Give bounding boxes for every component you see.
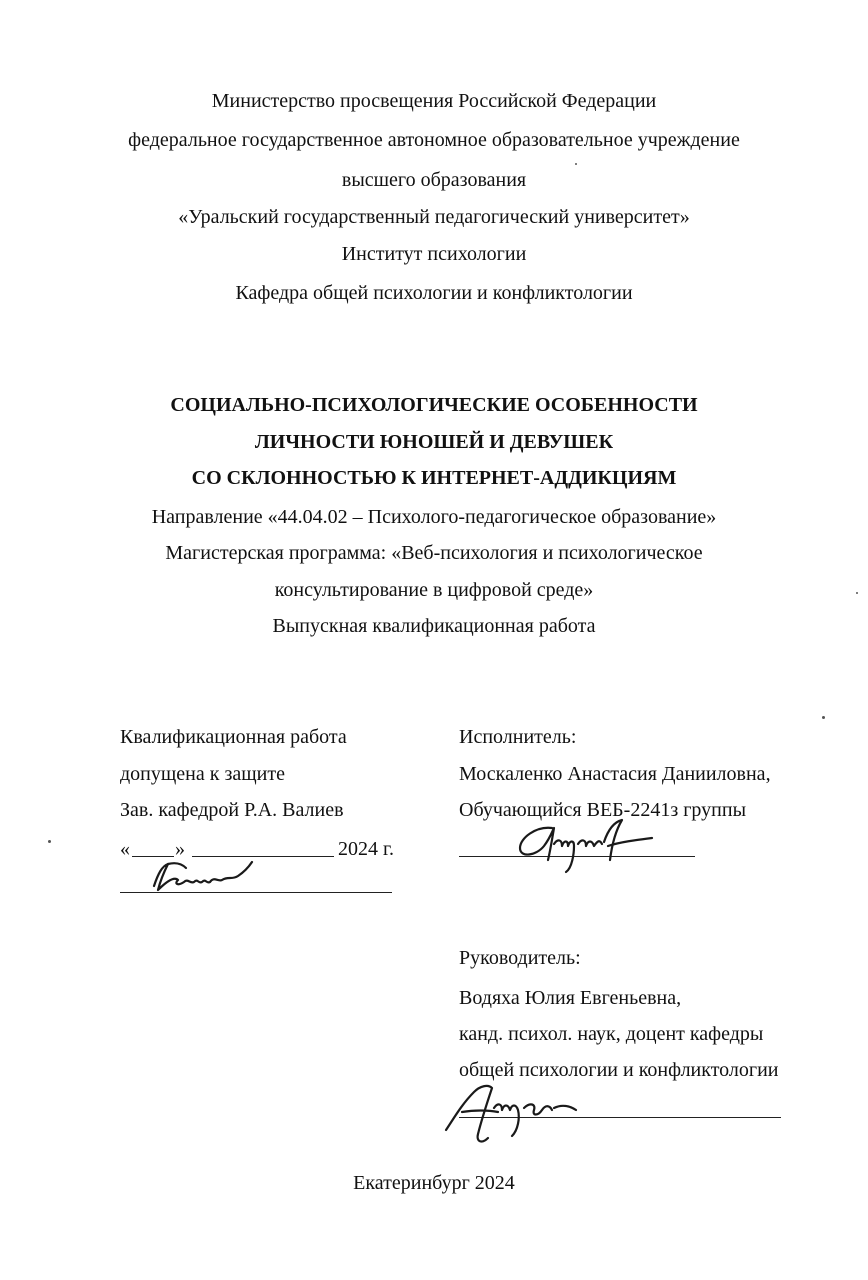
approval-line-1: Квалификационная работа bbox=[120, 726, 347, 748]
university-line: «Уральский государственный педагогический университет» bbox=[178, 206, 690, 228]
date-open-quote: « bbox=[120, 838, 130, 860]
thesis-title-line-2: ЛИЧНОСТИ ЮНОШЕЙ И ДЕВУШЕК bbox=[254, 431, 614, 453]
approval-line-3: Зав. кафедрой Р.А. Валиев bbox=[120, 799, 344, 821]
master-program-line-1: Магистерская программа: «Веб-психология и психологическое bbox=[165, 542, 703, 564]
scan-speck bbox=[822, 716, 825, 719]
date-close-quote: » bbox=[175, 838, 185, 860]
city-year-line: Екатеринбург 2024 bbox=[353, 1172, 515, 1194]
approval-line-2: допущена к защите bbox=[120, 763, 285, 785]
performer-label: Исполнитель: bbox=[459, 726, 577, 748]
supervisor-position-line-1: канд. психол. наук, доцент кафедры bbox=[459, 1023, 764, 1045]
supervisor-position-line-2: общей психологии и конфликтологии bbox=[459, 1059, 779, 1081]
supervisor-name: Водяха Юлия Евгеньевна, bbox=[459, 987, 682, 1009]
work-type-line: Выпускная квалификационная работа bbox=[272, 615, 596, 637]
department-line: Кафедра общей психологии и конфликтологии bbox=[235, 282, 633, 304]
scan-speck bbox=[575, 163, 577, 165]
education-level-line: высшего образования bbox=[341, 169, 527, 191]
thesis-title-line-1: СОЦИАЛЬНО-ПСИХОЛОГИЧЕСКИЕ ОСОБЕННОСТИ bbox=[170, 394, 698, 416]
scan-speck bbox=[856, 592, 858, 594]
institute-line: Институт психологии bbox=[341, 243, 527, 265]
performer-signature bbox=[512, 810, 662, 878]
performer-group: Обучающийся ВЕБ-2241з группы bbox=[459, 799, 747, 821]
institution-type-line: федеральное государственное автономное образовательное учреждение bbox=[128, 129, 740, 151]
head-signature bbox=[148, 856, 268, 898]
thesis-title-line-3: СО СКЛОННОСТЬЮ К ИНТЕРНЕТ-АДДИКЦИЯМ bbox=[191, 467, 677, 489]
supervisor-signature bbox=[438, 1078, 588, 1150]
performer-name: Москаленко Анастасия Данииловна, bbox=[459, 763, 771, 785]
ministry-line: Министерство просвещения Российской Федерации bbox=[211, 90, 657, 112]
scan-speck bbox=[48, 840, 51, 843]
date-year: 2024 г. bbox=[338, 838, 394, 860]
direction-line: Направление «44.04.02 – Психолого-педагогическое образование» bbox=[151, 506, 717, 528]
master-program-line-2: консультирование в цифровой среде» bbox=[274, 579, 594, 601]
supervisor-label: Руководитель: bbox=[459, 947, 581, 969]
